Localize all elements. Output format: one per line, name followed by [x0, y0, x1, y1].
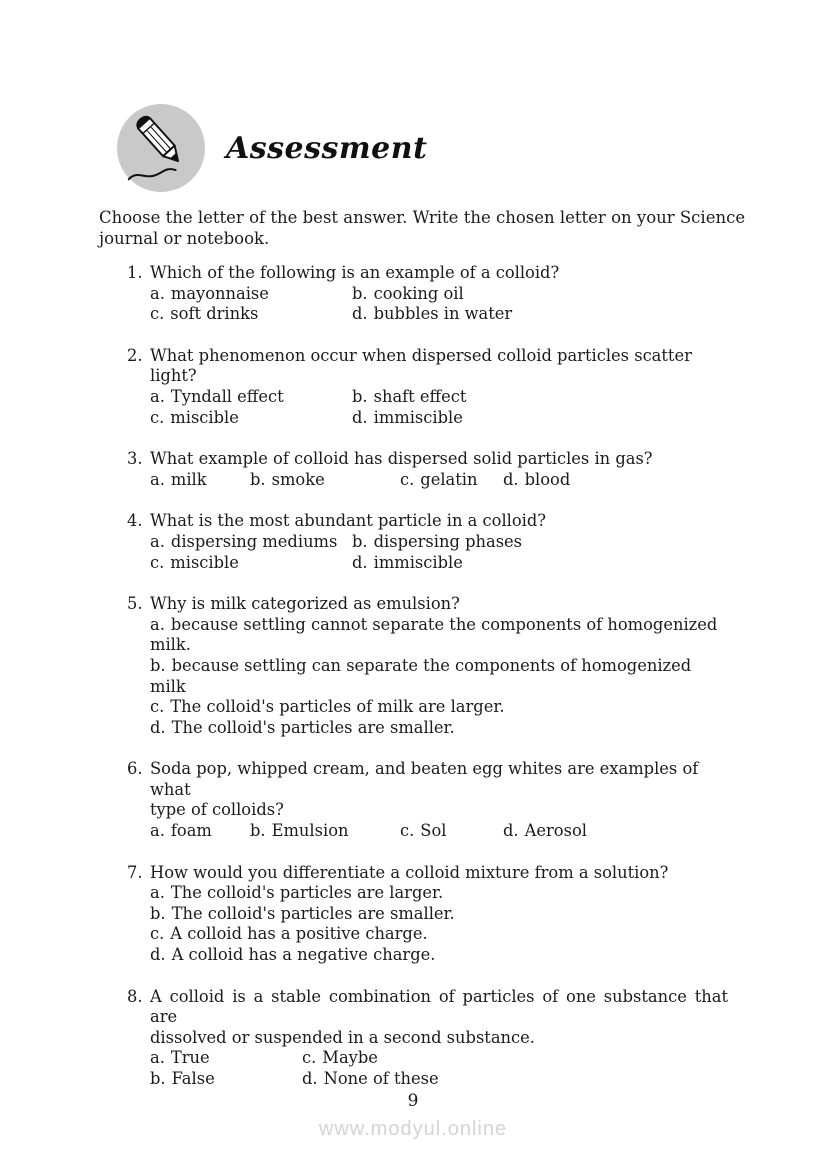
question-item: [100, 987, 728, 1090]
options-group: [150, 284, 728, 325]
option-text: because settling can separate the components of homogenized milk: [150, 655, 692, 696]
question-item: [100, 863, 728, 966]
option-item: [352, 304, 728, 325]
option-text: Tyndall effect: [170, 386, 284, 406]
question-number: 2.: [127, 345, 143, 365]
option-item: [503, 821, 728, 842]
option-text: The colloid's particles are larger.: [170, 883, 444, 903]
option-text: gelatin: [420, 469, 478, 489]
option-text: immiscible: [373, 552, 463, 572]
question-item: [100, 449, 728, 490]
option-label: d.: [150, 717, 166, 737]
question-item: [100, 263, 728, 325]
question-number: 7.: [127, 862, 143, 882]
option-text: miscible: [170, 552, 239, 572]
option-item: [150, 615, 728, 656]
option-label: d.: [352, 407, 368, 427]
option-label: a.: [150, 821, 165, 841]
question-stem: [150, 263, 728, 284]
option-label: c.: [150, 304, 165, 324]
options-group: [150, 470, 728, 491]
question-stem-line: What example of colloid has dispersed solid particles in gas?: [150, 449, 653, 469]
question-stem: [150, 511, 728, 532]
option-item: [503, 470, 728, 491]
questions-list: [100, 263, 728, 1111]
option-label: b.: [352, 283, 368, 303]
option-label: a.: [150, 283, 165, 303]
option-label: a.: [150, 531, 165, 551]
question-number: 5.: [127, 594, 143, 614]
option-item: [150, 387, 352, 408]
option-text: None of these: [323, 1069, 439, 1088]
option-label: b.: [150, 1069, 166, 1088]
options-group: [150, 615, 728, 739]
option-text: because settling cannot separate the components of homogenized milk.: [150, 614, 718, 655]
question-stem-line: What phenomenon occur when dispersed colloid particles scatter light?: [150, 345, 692, 386]
option-label: d.: [352, 304, 368, 324]
option-item: [150, 945, 728, 966]
question-stem: [150, 594, 728, 615]
option-text: Maybe: [322, 1048, 378, 1068]
option-text: soft drinks: [170, 304, 259, 324]
option-label: d.: [503, 469, 519, 489]
option-text: The colloid's particles are smaller.: [171, 717, 455, 737]
option-text: False: [171, 1069, 215, 1088]
instructions: [99, 207, 749, 249]
option-label: a.: [150, 1048, 165, 1068]
option-text: miscible: [170, 407, 239, 427]
option-label: c.: [400, 821, 415, 841]
option-text: immiscible: [373, 407, 463, 427]
question-stem: [150, 987, 728, 1049]
option-text: A colloid has a negative charge.: [171, 945, 436, 965]
option-text: dispersing mediums: [170, 531, 338, 551]
option-text: foam: [170, 821, 212, 841]
option-label: d.: [503, 821, 519, 841]
option-text: True: [170, 1048, 210, 1068]
option-text: The colloid's particles are smaller.: [171, 903, 455, 923]
option-label: c.: [400, 469, 415, 489]
option-label: b.: [352, 386, 368, 406]
option-item: [150, 904, 728, 925]
option-item: [150, 304, 352, 325]
assessment-header: [116, 103, 427, 193]
option-text: smoke: [271, 469, 325, 489]
question-stem: [150, 449, 728, 470]
option-item: [250, 821, 400, 842]
option-text: Emulsion: [271, 821, 349, 841]
option-label: d.: [150, 945, 166, 965]
option-item: [150, 470, 250, 491]
options-group: [150, 821, 728, 842]
question-stem-line: dissolved or suspended in a second substance.: [150, 1027, 535, 1047]
page-title: Assessment: [226, 130, 428, 166]
question-number: 4.: [127, 511, 143, 531]
question-number: 3.: [127, 449, 143, 469]
option-label: a.: [150, 386, 165, 406]
question-item: [100, 511, 728, 573]
option-label: a.: [150, 614, 165, 634]
option-text: shaft effect: [373, 386, 467, 406]
options-group: [150, 532, 728, 573]
question-number: 8.: [127, 986, 143, 1006]
question-item: [100, 594, 728, 738]
option-item: [352, 532, 728, 553]
option-item: [150, 883, 728, 904]
watermark: www.modyul.online: [318, 1118, 508, 1140]
option-label: d.: [352, 552, 368, 572]
option-item: [150, 532, 352, 553]
option-label: a.: [150, 883, 165, 903]
option-item: [352, 387, 728, 408]
option-text: Sol: [420, 821, 447, 841]
option-label: b.: [150, 903, 166, 923]
option-item: [150, 656, 728, 697]
option-label: c.: [302, 1048, 317, 1068]
option-item: [150, 821, 250, 842]
option-label: b.: [250, 469, 266, 489]
option-item: [352, 553, 728, 574]
question-number: 1.: [127, 263, 143, 282]
question-stem-line: What is the most abundant particle in a colloid?: [150, 511, 547, 531]
page-number: 9: [407, 1091, 419, 1111]
question-stem-line: Soda pop, whipped cream, and beaten egg whites are examples of what: [150, 759, 699, 799]
question-stem-line: type of colloids?: [150, 800, 284, 820]
option-text: bubbles in water: [373, 304, 513, 324]
option-label: c.: [150, 697, 165, 717]
options-group: [150, 883, 728, 965]
option-item: [352, 284, 728, 305]
question-stem: [150, 759, 728, 821]
question-item: [100, 346, 728, 428]
option-item: [150, 697, 728, 718]
option-label: c.: [150, 924, 165, 944]
options-group: [150, 1048, 728, 1089]
option-text: mayonnaise: [170, 283, 269, 303]
option-item: [150, 408, 352, 429]
option-label: b.: [150, 655, 166, 675]
question-item: [100, 759, 728, 841]
instructions-line: journal or notebook.: [99, 229, 270, 248]
question-stem-line: Why is milk categorized as emulsion?: [150, 594, 460, 614]
option-text: The colloid's particles of milk are larger.: [170, 697, 505, 717]
option-text: dispersing phases: [373, 531, 523, 551]
option-text: blood: [524, 469, 571, 489]
option-item: [400, 821, 503, 842]
question-number: 6.: [127, 759, 143, 779]
question-stem: [150, 346, 728, 387]
option-item: [150, 284, 352, 305]
page-footer: [0, 1091, 826, 1141]
option-item: [150, 924, 728, 945]
option-item: [302, 1048, 728, 1069]
option-item: [352, 408, 728, 429]
option-text: Aerosol: [524, 821, 587, 841]
option-label: b.: [352, 531, 368, 551]
option-item: [302, 1069, 728, 1090]
option-label: a.: [150, 469, 165, 489]
option-text: A colloid has a positive charge.: [170, 924, 428, 944]
question-stem-line: A colloid is a stable combination of particles of one substance that are: [150, 986, 728, 1027]
option-label: c.: [150, 552, 165, 572]
option-item: [150, 553, 352, 574]
option-label: d.: [302, 1069, 318, 1088]
options-group: [150, 387, 728, 428]
question-stem-line: How would you differentiate a colloid mixture from a solution?: [150, 862, 669, 882]
option-item: [250, 470, 400, 491]
option-label: b.: [250, 821, 266, 841]
question-stem: [150, 863, 728, 884]
option-text: cooking oil: [373, 283, 464, 303]
option-item: [400, 470, 503, 491]
option-item: [150, 718, 728, 739]
option-item: [150, 1048, 302, 1069]
question-stem-line: Which of the following is an example of a colloid?: [150, 263, 560, 282]
instructions-line: Choose the letter of the best answer. Write the chosen letter on your Science: [99, 208, 746, 227]
option-text: milk: [170, 469, 207, 489]
option-label: c.: [150, 407, 165, 427]
option-item: [150, 1069, 302, 1090]
pencil-icon: [116, 103, 206, 193]
